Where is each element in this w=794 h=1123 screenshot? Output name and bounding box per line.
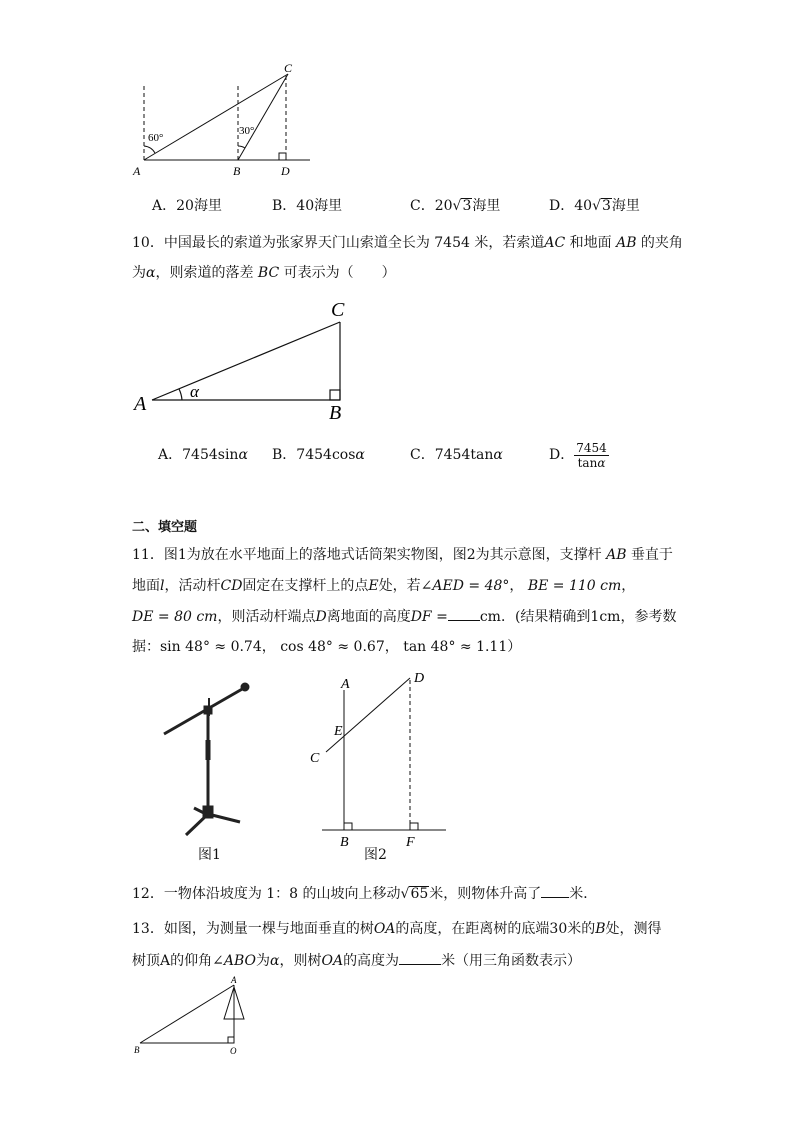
q13-right-angle-mark — [228, 1037, 234, 1043]
q11-stem-line3: DE = 80 cm，则活动杆端点D离地面的高度DF = cm．(结果精确到1cm，参考数 — [132, 606, 676, 627]
q13-stem-line2: 树顶A的仰角∠ABO为α，则树OA的高度为 米（用三角函数表示） — [132, 950, 581, 971]
q13-label-o: O — [230, 1046, 237, 1056]
q10-label-a: A — [134, 393, 147, 415]
q10-stem-line2: 为α，则索道的落差 BC 可表示为（ ） — [132, 265, 396, 281]
q13-figure — [130, 975, 270, 1060]
q10-option-b: B．7454cosα — [272, 447, 365, 463]
q11-fig2-diagram — [306, 668, 456, 858]
q10-line-ac — [152, 322, 340, 400]
q10-stem-line1: 10．中国最长的索道为张家界天门山索道全长为 7454 米，若索道AC 和地面 AB 的夹角 — [132, 235, 683, 251]
q9-angle-arc-b — [238, 146, 245, 148]
fraction: $\frac{7454}{\tan\alpha}$ — [576, 440, 607, 470]
q9-figure — [120, 60, 440, 180]
q13-label-a: A — [231, 975, 237, 985]
q11-stem-line1: 11．图1为放在水平地面上的落地式话筒架实物图，图2为其示意图，支撑杆 AB 垂直于 — [132, 547, 673, 563]
q11-stem-line2: 地面l，活动杆CD固定在支撑杆上的点E处，若∠AED = 48°， BE = 110 cm， — [132, 578, 636, 594]
q10-option-d: D． $\frac{7454}{\tan\alpha}$ — [549, 440, 607, 470]
answer-blank[interactable] — [448, 606, 480, 621]
q11-fig1-caption: 图1 — [198, 847, 221, 863]
sqrt-symbol: √ — [400, 886, 410, 902]
q10-option-c: C．7454tanα — [410, 447, 503, 463]
q10-figure — [130, 292, 370, 422]
q9-option-b: B．40海里 — [272, 198, 343, 214]
q9-angle-30: 30° — [239, 125, 255, 137]
q11-fig2-caption: 图2 — [364, 847, 387, 863]
q11-label-c: C — [310, 751, 320, 766]
q11-rod-cd — [326, 678, 410, 752]
q10-right-angle-mark — [330, 390, 340, 400]
q11-label-a: A — [341, 677, 350, 692]
q10-label-alpha: α — [190, 382, 199, 401]
q9-label-d: D — [281, 164, 290, 178]
q11-label-e: E — [334, 724, 343, 739]
q10-label-c: C — [331, 299, 345, 321]
sqrt-symbol: √ — [452, 198, 462, 214]
q11-stem-line4: 据：sin 48° ≈ 0.74， cos 48° ≈ 0.67， tan 48° ≈ 1.11） — [132, 639, 522, 655]
q9-line-ac — [144, 74, 288, 160]
q12-stem: 12．一物体沿坡度为 1：8 的山坡向上移动√65米，则物体升高了 米． — [132, 883, 597, 904]
q9-option-a: A．20海里 — [152, 198, 222, 214]
q10-option-a: A．7454sinα — [158, 447, 248, 463]
q9-label-b: B — [233, 164, 241, 178]
q11-label-b: B — [340, 835, 349, 850]
q9-right-angle-mark — [279, 153, 286, 160]
q9-option-c: C．20√3海里 — [410, 198, 501, 214]
q10-angle-arc — [179, 389, 182, 400]
q9-line-bc — [238, 74, 288, 160]
q9-label-c: C — [284, 61, 293, 75]
mic-stand-illustration — [160, 680, 260, 845]
q11-right-angle-b — [344, 823, 352, 830]
answer-blank[interactable] — [541, 883, 569, 898]
q9-option-d: D．40√3海里 — [549, 198, 640, 214]
q11-right-angle-f — [410, 823, 418, 830]
q10-label-b: B — [329, 402, 342, 424]
q11-label-d: D — [414, 671, 425, 686]
q11-label-f: F — [406, 835, 415, 850]
sqrt-symbol: √ — [592, 198, 601, 214]
q13-label-b: B — [134, 1045, 140, 1055]
section-title: 二、填空题 — [132, 520, 198, 535]
q9-label-a: A — [133, 164, 141, 178]
q9-angle-arc-a — [144, 146, 155, 153]
q13-stem-line1: 13．如图，为测量一棵与地面垂直的树OA的高度，在距离树的底端30米的B处，测得 — [132, 921, 662, 937]
q13-line-ba — [140, 985, 234, 1043]
q9-angle-60: 60° — [148, 132, 164, 144]
answer-blank[interactable] — [399, 950, 441, 965]
